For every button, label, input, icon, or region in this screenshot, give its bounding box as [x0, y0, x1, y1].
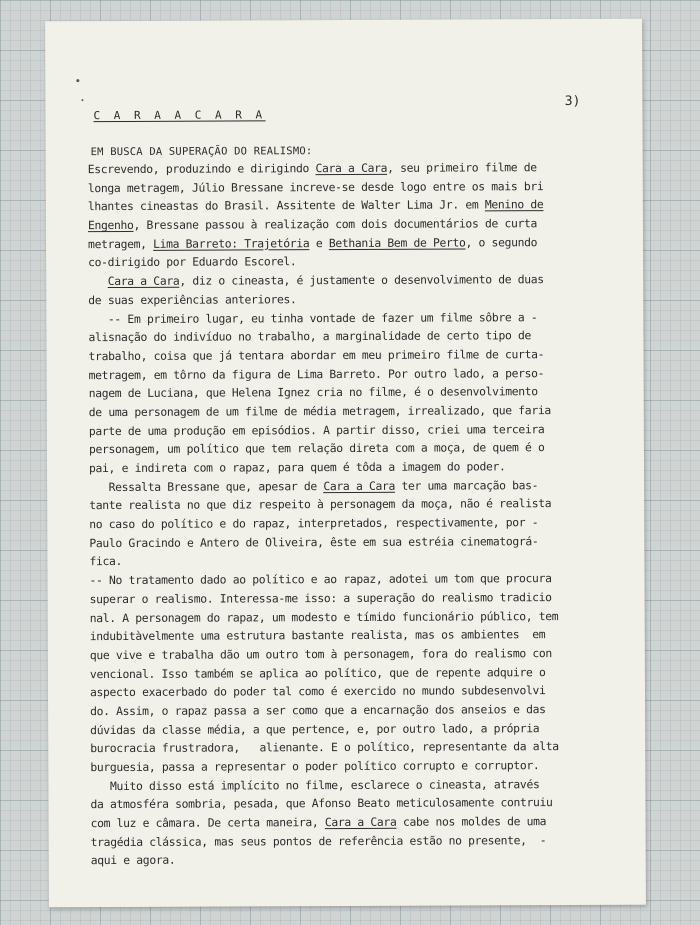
text-run: Ressalta Bressane que, apesar de	[89, 478, 324, 494]
text-run: alisnação do indivíduo no trabalho, a marginalidade de certo tipo de	[88, 328, 532, 345]
typewritten-page	[45, 19, 646, 908]
underlined-title: Engenho	[87, 217, 134, 233]
underlined-title: Cara a Cara	[315, 160, 388, 176]
text-run: da atmosféra sombria, pesada, que Afonso Beato meticulosamente contruiu	[90, 795, 553, 812]
paper-mark	[76, 79, 79, 82]
text-line	[90, 681, 638, 702]
text-run: ter uma marcação bas-	[394, 477, 539, 493]
text-line	[89, 550, 637, 571]
text-line	[90, 700, 638, 721]
text-line	[89, 419, 637, 440]
text-line	[91, 830, 639, 851]
text-run: fica.	[89, 554, 123, 569]
text-line	[90, 662, 638, 683]
text-line	[90, 793, 638, 814]
text-line	[90, 625, 638, 646]
text-line	[88, 270, 636, 291]
text-line	[89, 438, 637, 459]
text-line	[89, 513, 637, 534]
text-line	[88, 214, 636, 235]
text-line	[88, 176, 636, 197]
text-run: cabe nos moldes de uma	[396, 814, 547, 829]
text-run: Muito disso está implícito no filme, esclarece o cineasta, através	[90, 776, 540, 793]
underlined-title: Cara a Cara	[324, 814, 397, 830]
text-line	[89, 363, 637, 384]
text-line	[91, 812, 639, 833]
text-line	[88, 232, 636, 253]
text-run: tragédia clássica, mas seus pontos de referência estão no presente, -	[90, 832, 547, 849]
text-run: longa metragem, Júlio Bressane increve-se desde logo entre os mais bri	[87, 178, 544, 195]
underlined-title: Cara a Cara	[323, 478, 396, 493]
text-run: , diz o cineasta, é justamente o desenvolvimento de duas	[179, 272, 544, 288]
text-run: que vive e trabalha dão um outro tom à personagem, fora do realismo con	[89, 645, 552, 662]
text-line	[89, 531, 637, 552]
text-line	[88, 326, 636, 347]
text-run: vencional. Isso também se aplica ao político, que de repente adquire o	[89, 664, 546, 681]
text-run: lhantes cineastas do Brasil. Assitente de Walter Lima Jr. em	[87, 197, 485, 214]
text-run: parte de uma produção em episódios. A partir disso, criei uma terceira	[88, 421, 545, 438]
paper-mark	[81, 99, 83, 101]
text-run: aqui e agora.	[90, 853, 176, 868]
underlined-title: Cara a Cara	[107, 273, 180, 289]
text-line	[90, 737, 638, 758]
text-run: de uma personagem de um filme de média metragem, irrealizado, que faria	[88, 403, 551, 420]
article-body	[88, 158, 639, 871]
underlined-title: Bethania Bem de Perto	[328, 235, 466, 250]
text-run: metragem,	[88, 236, 154, 251]
text-run: tante realista no que diz respeito à personagem da moça, não é realista	[89, 496, 552, 513]
underlined-title: Lima Barreto: Trajetória	[153, 235, 310, 251]
text-run: pai, e indireta com o rapaz, para quem é tôda a imagem do poder.	[88, 459, 506, 476]
text-line	[88, 158, 636, 179]
text-run: burocracia frustradora, alienante. E o político, representante da alta	[90, 739, 559, 756]
text-run: nal. A personagem do rapaz, um modesto e tímido funcionário público, tem	[89, 608, 559, 625]
text-line	[88, 289, 636, 310]
text-line	[90, 774, 638, 795]
text-line	[90, 718, 638, 739]
text-line	[88, 251, 636, 272]
text-line	[89, 401, 637, 422]
text-run: , o segundo	[465, 234, 538, 250]
text-line	[88, 195, 636, 216]
text-line	[89, 475, 637, 496]
text-run: com luz e câmara. De certa maneira,	[90, 815, 325, 831]
text-line	[89, 494, 637, 515]
text-run: nagem de Luciana, que Helena Ignez cria no filme, é o desenvolvimento	[88, 384, 538, 401]
text-run: Escrevendo, produzindo e dirigindo	[87, 161, 316, 177]
text-run: no caso do político e do rapaz, interpretados, respectivamente, por -	[89, 515, 539, 532]
text-line	[91, 849, 639, 870]
text-run	[88, 274, 108, 288]
text-run: aspecto exacerbado do poder tal como é exercido no mundo subdesenvolvi	[89, 683, 546, 700]
text-line	[89, 457, 637, 478]
text-line	[90, 606, 638, 627]
text-line	[89, 382, 637, 403]
text-run: trabalho, coisa que já tentara abordar em meu primeiro filme de curta-	[88, 347, 545, 363]
text-run: Paulo Gracindo e Antero de Oliveira, êste em sua estréia cinematográ-	[89, 533, 539, 550]
section-heading: EM BUSCA DA SUPERAÇÃO DO REALISMO:	[90, 145, 313, 159]
text-run: dúvidas da classe média, a que pertence, e, por outro lado, a própria	[90, 720, 540, 737]
text-run: -- No tratamento dado ao político e ao rapaz, adotei um tom que procura	[89, 571, 552, 588]
text-run: , Bressane passou à realização com dois documentários de curta	[133, 216, 538, 232]
text-run: , seu primeiro filme de	[387, 160, 537, 175]
text-run: e	[309, 235, 329, 250]
text-line	[90, 756, 638, 777]
text-run: indubitàvelmente uma estrutura bastante realista, mas os ambientes em	[89, 627, 546, 644]
text-line	[90, 644, 638, 665]
text-line	[88, 345, 636, 366]
text-line	[89, 569, 637, 590]
page-number: 3)	[564, 93, 581, 110]
text-line	[90, 588, 638, 609]
text-run: superar o realismo. Interessa-me isso: a superação do realismo tradicio	[89, 589, 552, 606]
text-run: metragem, em tôrno da figura de Lima Barreto. Por outro lado, a perso-	[88, 365, 545, 382]
text-run: co-dirigido por Eduardo Escorel.	[88, 254, 297, 270]
document-title: C A R A A C A R A	[93, 108, 266, 123]
underlined-title: Menino de	[484, 197, 544, 212]
text-line	[88, 307, 636, 328]
text-run: de suas experiências anteriores.	[88, 292, 297, 307]
text-run: burguesia, passa a representar o poder político corrupto e corruptor.	[90, 758, 540, 775]
text-run: -- Em primeiro lugar, eu tinha vontade de fazer um filme sôbre a -	[88, 309, 538, 326]
text-run: do. Assim, o rapaz passa a ser como que a encarnação dos anseios e das	[90, 702, 546, 719]
text-run: personagem, um político que tem relação direta com a moça, de quem é o	[88, 440, 545, 457]
